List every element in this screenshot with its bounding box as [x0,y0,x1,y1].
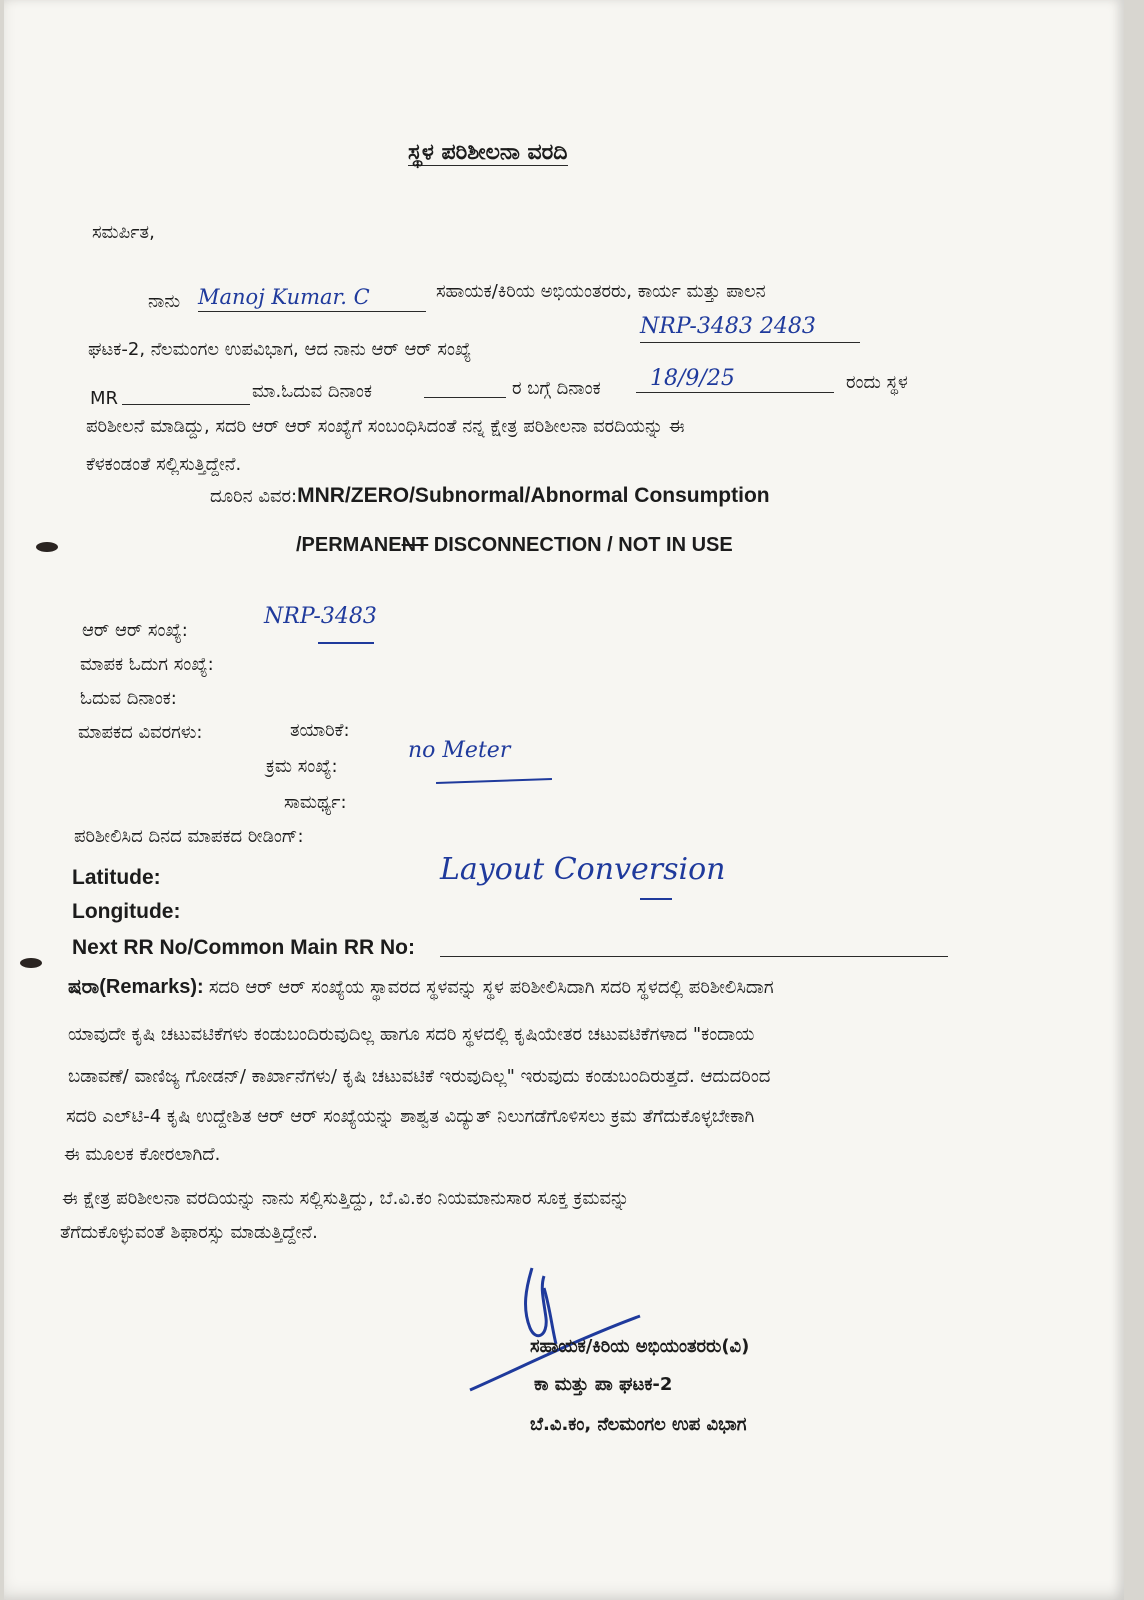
complaint-line1 [210,484,770,508]
meter-reading-label: ಪರಿಶೀಲಿಸಿದ ದಿನದ ಮಾಪಕದ ರೀಡಿಂಗ್: [74,826,304,847]
reading-date-label: ಓದುವ ದಿನಾಂಕ: [80,688,177,709]
para1-line5: ಕೆಳಕಂಡಂತೆ ಸಲ್ಲಿಸುತ್ತಿದ್ದೇನೆ. [86,454,242,475]
meter-reader-label: ಮಾಪಕ ಓದುಗ ಸಂಖ್ಯೆ: [80,654,214,675]
complaint-line2 [296,534,733,557]
punch-hole-top [36,542,58,552]
read-date-blank [424,397,506,398]
para1-line3-end: ರಂದು ಸ್ಥಳ [846,372,908,393]
handwritten-name: Manoj Kumar. C [198,285,370,309]
remarks-line2: ಯಾವುದೇ ಕೃಷಿ ಚಟುವಟಿಕೆಗಳು ಕಂಡುಬಂದಿರುವುದಿಲ್ಲ ಹಾಗೂ ಸದರಿ ಸ್ಥಳದಲ್ಲಿ ಕೃಷಿಯೇತರ ಚಟುವಟಿಕೆಗಳಾದ "ಕಂದಾಯ [68,1024,755,1045]
rr-value-underline [318,642,374,644]
remarks-line5: ಈ ಮೂಲಕ ಕೋರಲಾಗಿದೆ. [64,1144,221,1165]
handwritten-date: 18/9/25 [650,366,735,391]
complaint-text: MNR/ZERO/Subnormal/Abnormal Consumption [297,484,770,507]
signature-unit: ಕಾ ಮತ್ತು ಪಾ ಘಟಕ-2 [534,1374,673,1395]
latitude-value-underline [640,898,672,900]
remarks-line1: ಷರಾ(Remarks): ಸದರಿ ಆರ್ ಆರ್ ಸಂಖ್ಯೆಯ ಸ್ಥಾವರದ ಸ್ಥಳವನ್ನು ಸ್ಥಳ ಪರಿಶೀಲಿಸಿದಾಗಿ ಸದರಿ ಸ್ಥಳದಲ್ಲಿ ಪರಿಶೀಲಿಸಿದಾಗ [68,976,774,998]
remarks-line3: ಬಡಾವಣೆ/ ವಾಣಿಜ್ಯ ಗೋಡನ್/ ಕಾರ್ಖಾನೆಗಳು/ ಕೃಷಿ ಚಟುವಟಿಕೆ ಇರುವುದಿಲ್ಲ" ಇರುವುದು ಕಂಡುಬಂದಿರುತ್ತದೆ. ಆದುದರಿಂದ [68,1066,771,1087]
latitude-label: Latitude: [72,866,161,889]
mr-label: MR [90,388,119,409]
serial-value: no Meter [408,738,511,763]
complaint-line2-strike: NT [401,534,429,556]
closing-line1: ಈ ಕ್ಷೇತ್ರ ಪರಿಶೀಲನಾ ವರದಿಯನ್ನು ನಾನು ಸಲ್ಲಿಸುತ್ತಿದ್ದು, ಬೆ.ವಿ.ಕಂ ನಿಯಮಾನುಸಾರ ಸೂಕ್ತ ಕ್ರಮವನ್ನು [62,1188,630,1209]
capacity-label: ಸಾಮರ್ಥ್ಯ: [284,792,347,813]
serial-label: ಕ್ರಮ ಸಂಖ್ಯೆ: [266,756,338,777]
rr-number-blank [640,314,860,343]
para1-line1-rest: ಸಹಾಯಕ/ಕಿರಿಯ ಅಭಿಯಂತರರು, ಕಾರ್ಯ ಮತ್ತು ಪಾಲನ [436,281,766,302]
salutation: ಸಮರ್ಪಿತ, [92,222,155,243]
closing-line2: ತೆಗೆದುಕೊಳ್ಳುವಂತೆ ಶಿಫಾರಸ್ಸು ಮಾಡುತ್ತಿದ್ದೇನೆ. [60,1222,318,1243]
complaint-label: ದೂರಿನ ವಿವರ: [210,486,298,507]
signature-division: ಬೆ.ವಿ.ಕಂ, ನೆಲಮಂಗಲ ಉಪ ವಿಭಾಗ [530,1414,747,1435]
mr-blank [122,404,250,405]
next-rr-label: Next RR No/Common Main RR No: [72,936,415,959]
remarks-label: ಷರಾ(Remarks): [68,976,204,998]
para1-line2: ಘಟಕ-2, ನೆಲಮಂಗಲ ಉಪವಿಭಾಗ, ಆದ ನಾನು ಆರ್ ಆರ್ ಸಂಖ್ಯೆ [88,339,472,360]
make-label: ತಯಾರಿಕೆ: [290,720,350,741]
complaint-line2-b: DISCONNECTION / NOT IN USE [428,534,733,556]
read-date-label: ಮಾ.ಓದುವ ದಿನಾಂಕ [252,381,372,402]
name-blank [198,285,426,312]
next-rr-blank [440,956,948,957]
rr-label: ಆರ್ ಆರ್ ಸಂಖ್ಯೆ: [82,620,188,641]
remarks-line4: ಸದರಿ ಎಲ್‌ಟಿ-4 ಕೃಷಿ ಉದ್ದೇಶಿತ ಆರ್ ಆರ್ ಸಂಖ್ಯೆಯನ್ನು ಶಾಶ್ವತ ವಿದ್ಯುತ್ ನಿಲುಗಡೆಗೊಳಿಸಲು ಕ್ರಮ ತೆಗೆದುಕೊಳ್ಳಬೇಕಾಗಿ [66,1106,755,1127]
meter-details-label: ಮಾಪಕದ ವಿವರಗಳು: [78,722,203,743]
handwritten-rr-number: NRP-3483 2483 [640,314,816,339]
inspection-date-label: ರ ಬಗ್ಗೆ ದಿನಾಂಕ [512,378,601,399]
document-title: ಸ್ಥಳ ಪರಿಶೀಲನಾ ವರದಿ [408,140,568,165]
inspection-date-blank [636,366,834,393]
para1-line4: ಪರಿಶೀಲನೆ ಮಾಡಿದ್ದು, ಸದರಿ ಆರ್ ಆರ್ ಸಂಖ್ಯೆಗೆ ಸಂಬಂಧಿಸಿದಂತೆ ನನ್ನ ಕ್ಷೇತ್ರ ಪರಿಶೀಲನಾ ವರದಿಯನ್ನು ಈ [86,416,685,437]
para1-line1-prefix: ನಾನು [148,291,181,312]
signature-title: ಸಹಾಯಕ/ಕಿರಿಯ ಅಭಿಯಂತರರು(ವಿ) [530,1336,750,1357]
punch-hole-bottom [20,958,42,968]
longitude-label: Longitude: [72,900,181,923]
latitude-value: Layout Conversion [440,852,726,887]
rr-value: NRP-3483 [264,604,377,629]
complaint-line2-a: /PERMANE [296,534,402,556]
